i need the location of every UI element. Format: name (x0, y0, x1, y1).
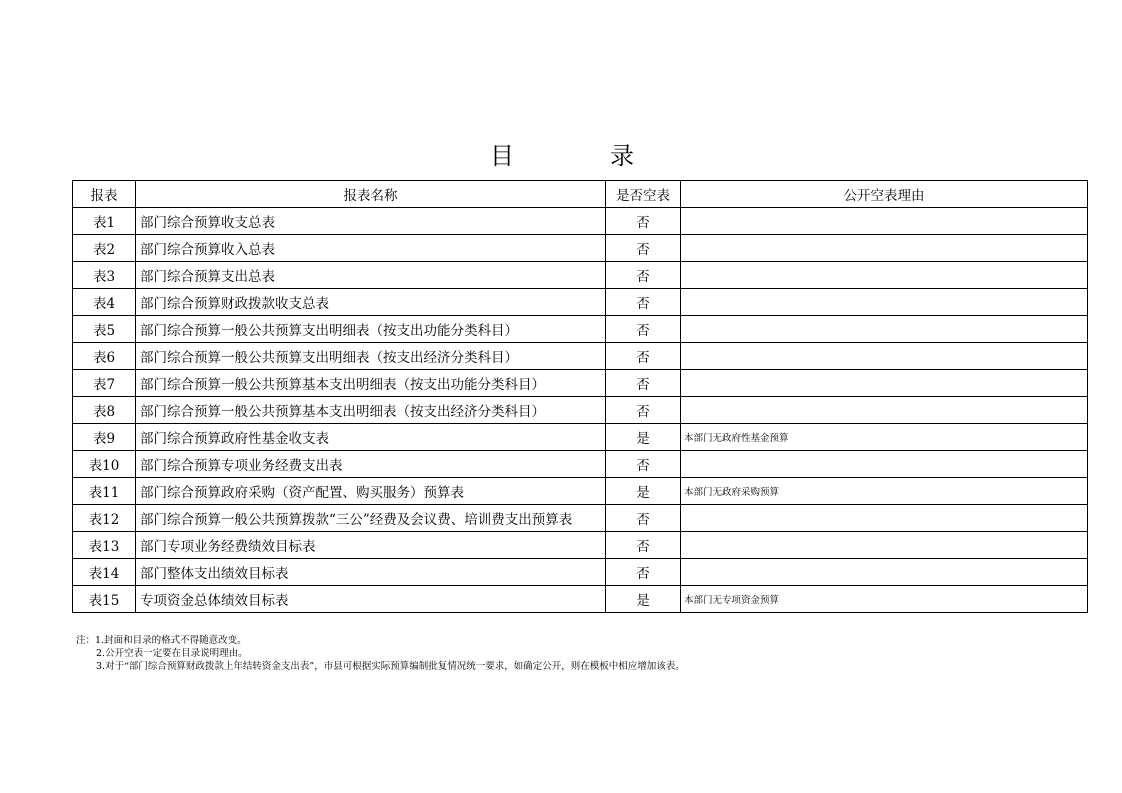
report-no-cell: 表11 (73, 478, 136, 505)
table-body (73, 208, 1088, 613)
report-name-cell: 部门综合预算收支总表 (136, 208, 606, 235)
report-name-cell: 部门综合预算收入总表 (136, 235, 606, 262)
table-row (73, 316, 1088, 343)
empty-reason-cell (681, 235, 1088, 262)
page-title: 目 录 (490, 142, 670, 170)
report-name-cell: 部门综合预算财政拨款收支总表 (136, 289, 606, 316)
report-name-cell: 部门综合预算政府性基金收支表 (136, 424, 606, 451)
is-empty-cell: 否 (606, 316, 681, 343)
table-row (73, 289, 1088, 316)
report-no-cell: 表2 (73, 235, 136, 262)
empty-reason-cell: 本部门无政府采购预算 (681, 478, 1088, 505)
empty-reason-cell (681, 397, 1088, 424)
report-name-cell: 部门综合预算支出总表 (136, 262, 606, 289)
header-report-no: 报表 (73, 181, 136, 208)
header-empty-reason: 公开空表理由 (681, 181, 1088, 208)
report-no-cell: 表15 (73, 586, 136, 613)
report-name-cell: 部门综合预算一般公共预算基本支出明细表（按支出经济分类科目） (136, 397, 606, 424)
report-no-cell: 表9 (73, 424, 136, 451)
is-empty-cell: 是 (606, 586, 681, 613)
report-name-cell: 部门综合预算一般公共预算拨款“三公”经费及会议费、培训费支出预算表 (136, 505, 606, 532)
empty-reason-cell: 本部门无专项资金预算 (681, 586, 1088, 613)
table-row (73, 235, 1088, 262)
table-row (73, 586, 1088, 613)
report-no-cell: 表7 (73, 370, 136, 397)
report-no-cell: 表4 (73, 289, 136, 316)
is-empty-cell: 否 (606, 397, 681, 424)
header-report-name: 报表名称 (136, 181, 606, 208)
table-row (73, 451, 1088, 478)
is-empty-cell: 否 (606, 208, 681, 235)
table-row (73, 505, 1088, 532)
empty-reason-cell (681, 208, 1088, 235)
empty-reason-cell (681, 532, 1088, 559)
empty-reason-cell (681, 343, 1088, 370)
footnote-3: 3.对于“部门综合预算财政拨款上年结转资金支出表”，市县可根据实际预算编制批复情况统一要求，如确定公开，则在模板中相应增加该表。 (96, 661, 685, 672)
report-no-cell: 表8 (73, 397, 136, 424)
report-name-cell: 部门整体支出绩效目标表 (136, 559, 606, 586)
report-no-cell: 表12 (73, 505, 136, 532)
empty-reason-cell (681, 451, 1088, 478)
is-empty-cell: 否 (606, 532, 681, 559)
is-empty-cell: 否 (606, 370, 681, 397)
report-name-cell: 专项资金总体绩效目标表 (136, 586, 606, 613)
is-empty-cell: 否 (606, 343, 681, 370)
table-row (73, 559, 1088, 586)
is-empty-cell: 否 (606, 505, 681, 532)
empty-reason-cell (681, 262, 1088, 289)
is-empty-cell: 是 (606, 424, 681, 451)
is-empty-cell: 否 (606, 451, 681, 478)
report-no-cell: 表3 (73, 262, 136, 289)
table-row (73, 343, 1088, 370)
table-row (73, 208, 1088, 235)
table-header-row (73, 181, 1088, 208)
empty-reason-cell (681, 559, 1088, 586)
table-row (73, 478, 1088, 505)
table-row (73, 262, 1088, 289)
empty-reason-cell (681, 289, 1088, 316)
report-no-cell: 表5 (73, 316, 136, 343)
report-no-cell: 表13 (73, 532, 136, 559)
table-row (73, 424, 1088, 451)
empty-reason-cell (681, 505, 1088, 532)
report-name-cell: 部门综合预算一般公共预算支出明细表（按支出经济分类科目） (136, 343, 606, 370)
table-row (73, 532, 1088, 559)
report-no-cell: 表10 (73, 451, 136, 478)
empty-reason-cell (681, 316, 1088, 343)
footnotes (76, 634, 685, 673)
table-row (73, 397, 1088, 424)
report-name-cell: 部门综合预算一般公共预算基本支出明细表（按支出功能分类科目） (136, 370, 606, 397)
is-empty-cell: 否 (606, 559, 681, 586)
empty-reason-cell: 本部门无政府性基金预算 (681, 424, 1088, 451)
is-empty-cell: 否 (606, 289, 681, 316)
report-no-cell: 表1 (73, 208, 136, 235)
is-empty-cell: 否 (606, 262, 681, 289)
footnote-2: 2.公开空表一定要在目录说明理由。 (96, 648, 248, 659)
report-name-cell: 部门综合预算专项业务经费支出表 (136, 451, 606, 478)
footnote-1: 注：1.封面和目录的格式不得随意改变。 (76, 635, 247, 646)
header-is-empty: 是否空表 (606, 181, 681, 208)
report-name-cell: 部门综合预算一般公共预算支出明细表（按支出功能分类科目） (136, 316, 606, 343)
is-empty-cell: 是 (606, 478, 681, 505)
empty-reason-cell (681, 370, 1088, 397)
report-no-cell: 表14 (73, 559, 136, 586)
report-name-cell: 部门专项业务经费绩效目标表 (136, 532, 606, 559)
table-row (73, 370, 1088, 397)
report-name-cell: 部门综合预算政府采购（资产配置、购买服务）预算表 (136, 478, 606, 505)
catalog-table (72, 180, 1088, 613)
report-no-cell: 表6 (73, 343, 136, 370)
is-empty-cell: 否 (606, 235, 681, 262)
